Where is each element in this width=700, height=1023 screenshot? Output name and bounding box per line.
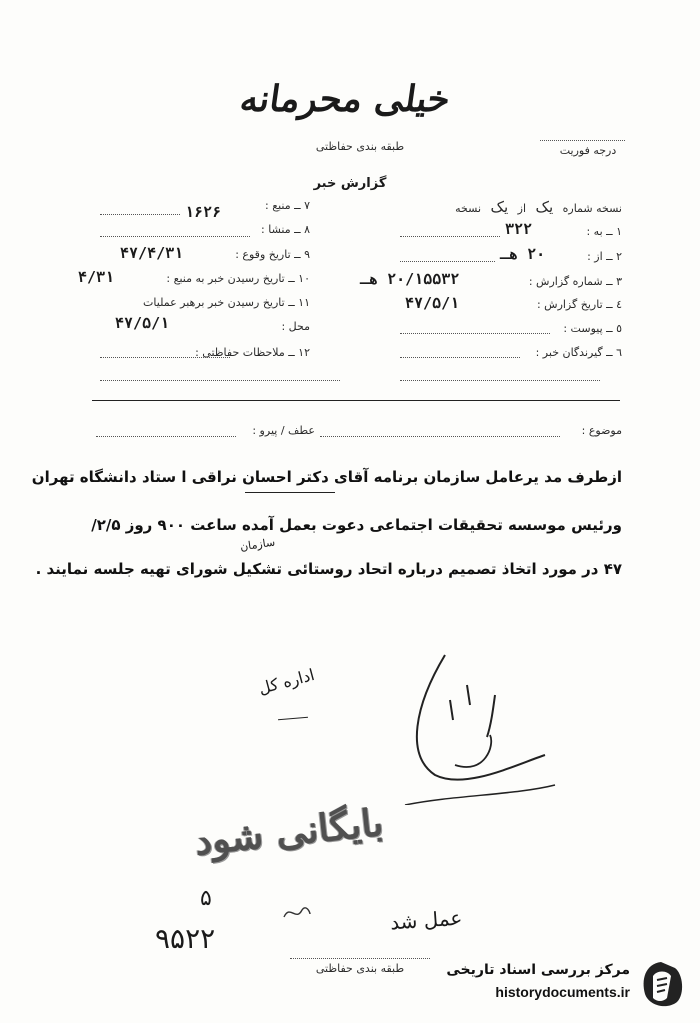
archive-stamp-text: بایگانی شود [192, 799, 386, 864]
field-source-received-label: ۱۰ ــ تاریخ رسیدن خبر به منبع : [166, 272, 310, 285]
field-report-number-label: ۳ ــ شماره گزارش : [528, 275, 622, 288]
reference-label: عطف / پیرو : [252, 424, 315, 437]
field-attachment-dots [400, 333, 550, 334]
urgency-label: درجه فوریت [559, 144, 617, 157]
handwritten-note: اداره کل [256, 664, 317, 699]
field-from-label: ۲ ــ از : [587, 250, 622, 263]
copy-number-row [455, 198, 622, 216]
body-line-2: ورئیس موسسه تحقیقات اجتماعی دعوت بعمل آمده ساعت ۹۰۰ روز ۲/۵/ [91, 516, 622, 534]
field-recipients-dots [400, 357, 520, 358]
field-report-date-value: ۴۷/۵/۱ [405, 294, 460, 312]
field-event-date-value: ۴۷/۴/۳۱ [120, 244, 184, 262]
field-location-value: ۴۷/۵/۱ [115, 314, 170, 332]
field-to-dots [400, 236, 500, 237]
field-event-date-label: ۹ ــ تاریخ وقوع : [235, 248, 310, 261]
field-origin-label: ۸ ــ منشا : [261, 223, 310, 236]
field-attachment-label: ٥ ــ پیوست : [563, 322, 622, 335]
field-from-value: ۲۰ هـ [500, 245, 546, 263]
handwritten-scribble [282, 902, 312, 927]
center-name: مرکز بررسی اسناد تاریخی [446, 962, 630, 978]
document-title: خیلی محرمانه [237, 78, 453, 120]
copy-number-value: یک [535, 198, 554, 216]
field-location-label: محل : [281, 320, 310, 333]
field-source-received-value: ۴/۳۱ [78, 268, 115, 286]
handwritten-dash [278, 717, 308, 721]
footer-dots [290, 958, 430, 959]
field-origin-dots [100, 236, 250, 237]
copy-of-label: از [517, 202, 527, 215]
field-recipients-dots-2 [400, 380, 600, 381]
form-title: گزارش خبر [313, 176, 387, 191]
field-source-label: ۷ ــ منبع : [265, 199, 310, 212]
field-report-number-value: ۲۰/۱۵۵۳۲ هـ [360, 270, 460, 288]
signature-mark [395, 645, 595, 805]
archive-stamp [132, 799, 388, 895]
footer-logo-block [435, 958, 685, 1018]
body-line-3: ۴۷ در مورد اتخاذ تصمیم درباره اتحاد روستائی تشکیل شورای تهیه جلسه نمایند . [35, 560, 622, 578]
field-from-dots [400, 261, 495, 262]
handwritten-bottom: عمل شد [389, 905, 464, 935]
field-recipients-label: ٦ ــ گیرندگان خبر : [535, 346, 622, 359]
copy-suffix-label: نسخه [455, 202, 482, 215]
field-source-value: ۱۶۲۶ [185, 203, 222, 221]
handwritten-insert: سازمان [239, 535, 276, 554]
classification-caption: طبقه بندی حفاظتی [315, 140, 405, 153]
body-underline [245, 492, 335, 493]
section-divider [92, 400, 620, 401]
body-line-1: ازطرف مد یرعامل سازمان برنامه آقای دکتر احسان نراقی ا ستاد دانشگاه تهران [31, 468, 622, 486]
subject-label: موضوع : [581, 424, 622, 437]
field-to-label: ۱ ــ به : [586, 225, 622, 238]
subject-dots [320, 436, 560, 437]
field-security-notes-dots-2 [100, 380, 340, 381]
field-ops-received-label: ۱۱ ــ تاریخ رسیدن خبر برهبر عملیات [143, 296, 310, 309]
logo-icon [637, 958, 685, 1012]
field-source-dots [100, 214, 180, 215]
field-report-date-label: ٤ ــ تاریخ گزارش : [536, 298, 622, 311]
footer-classification-caption: طبقه بندی حفاظتی [315, 962, 405, 975]
copy-total-value: یک [490, 198, 509, 216]
handwritten-number-5: ۵ [200, 886, 212, 911]
site-url: historydocuments.ir [495, 984, 630, 1000]
archive-number: ۹۵۲۲ [155, 922, 216, 955]
reference-dots [96, 436, 236, 437]
copy-number-label: نسخه شماره [562, 202, 622, 215]
field-to-value: ۳۲۲ [505, 220, 533, 238]
urgency-dots [540, 140, 625, 141]
field-security-notes-label: ۱۲ ــ ملاحظات حفاظتی : [195, 346, 310, 359]
field-security-notes-dots [100, 357, 230, 358]
